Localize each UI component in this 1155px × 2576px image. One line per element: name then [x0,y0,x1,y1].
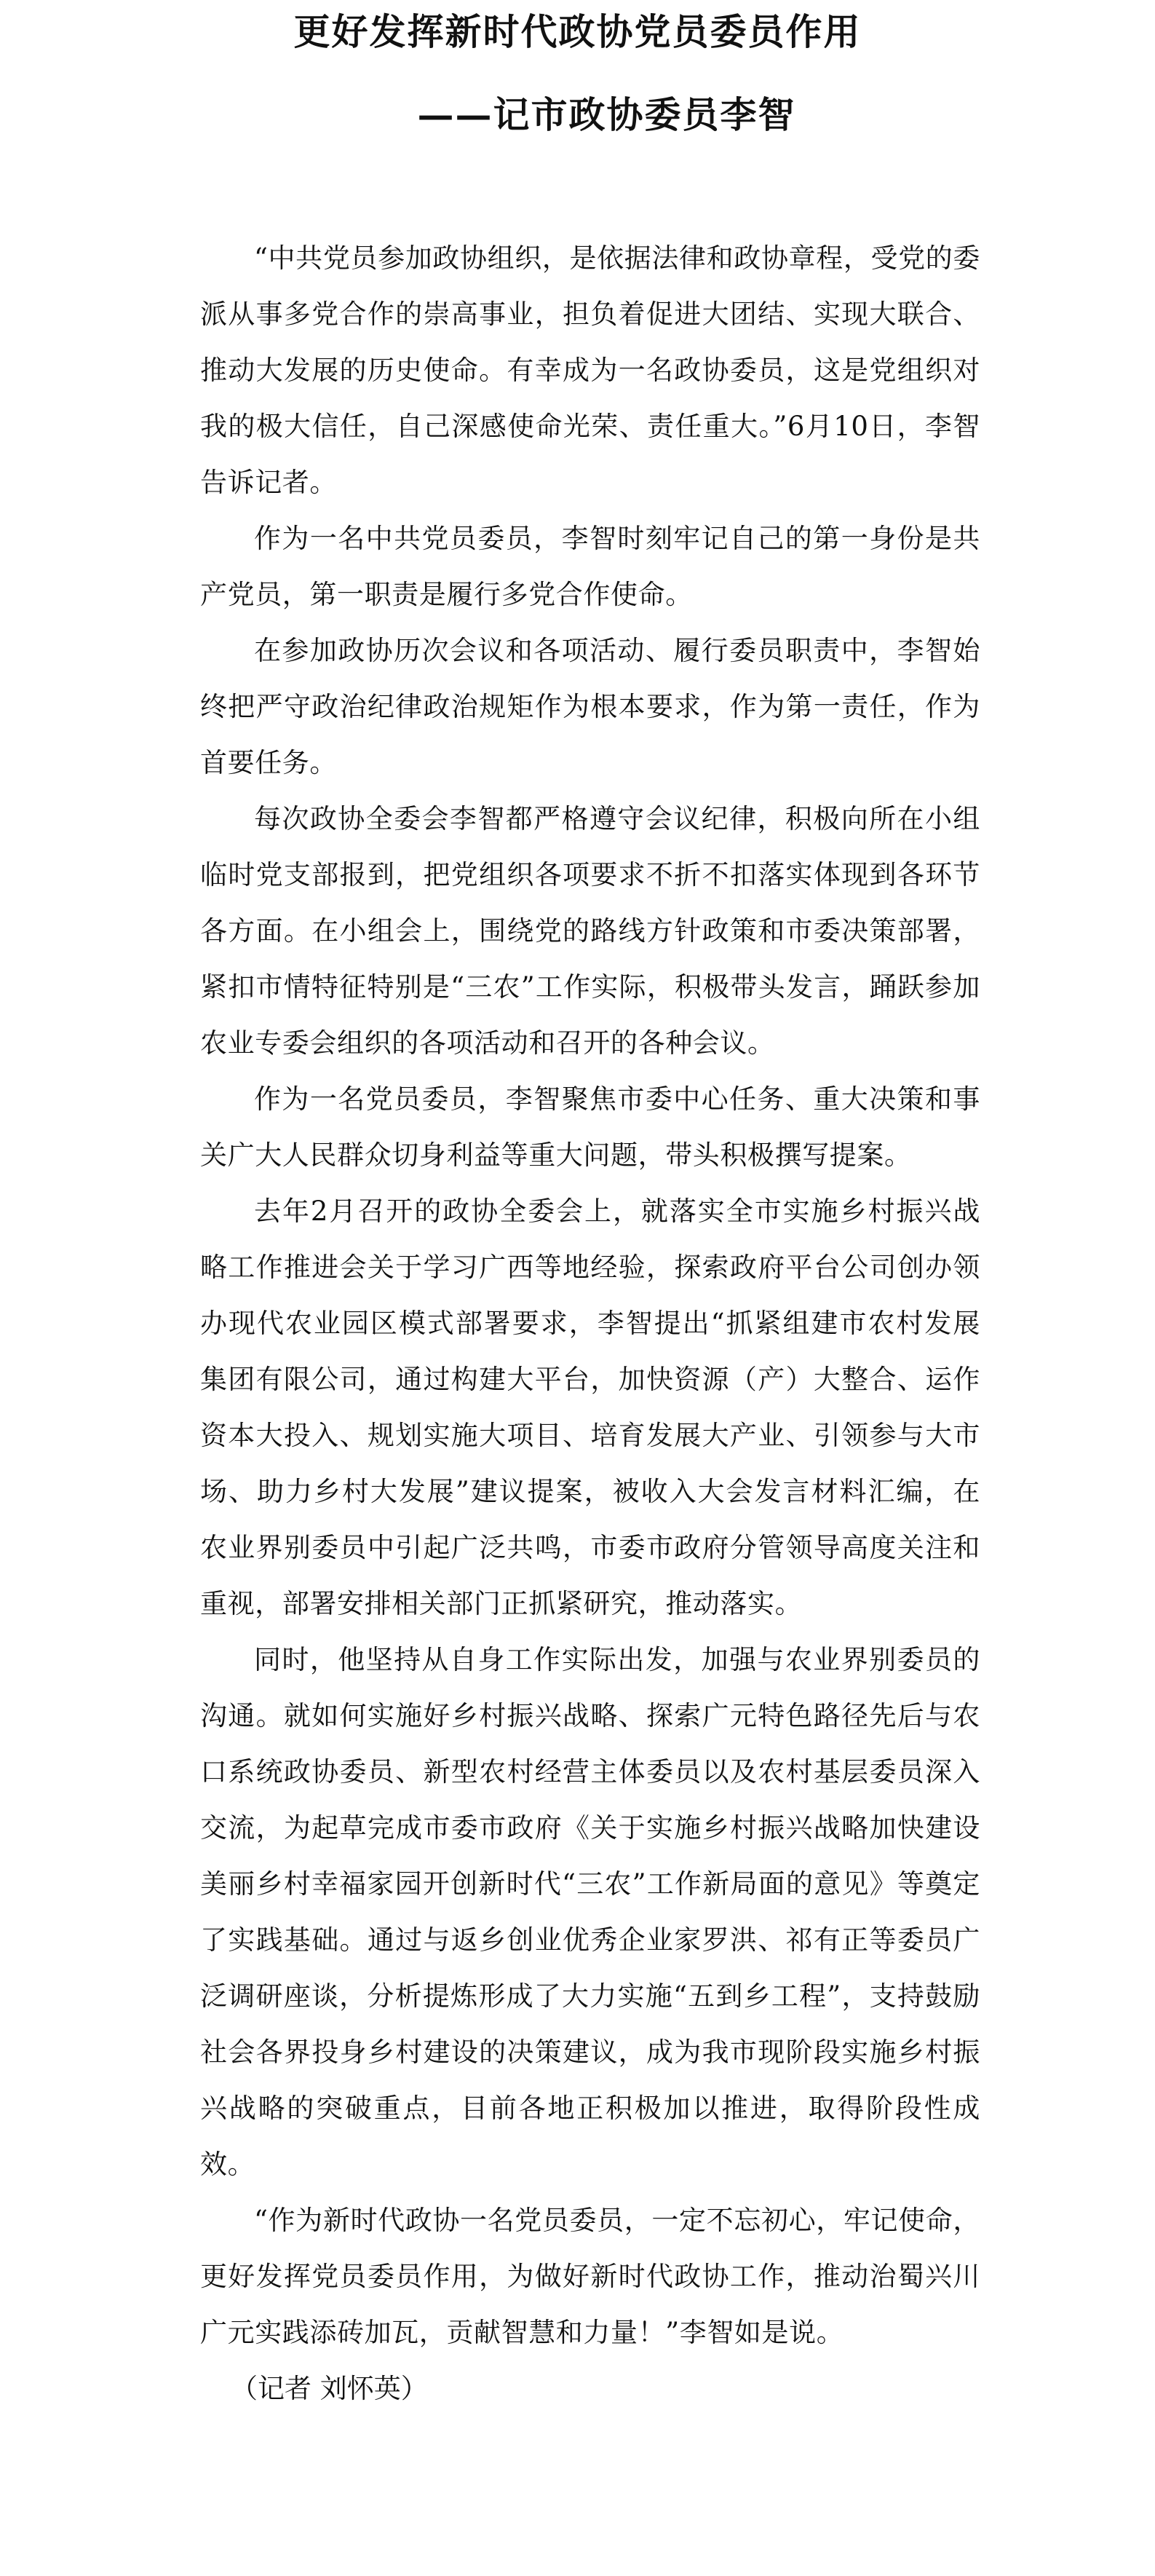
paragraph-proposals: 作为一名党员委员，李智聚焦市委中心任务、重大决策和事关广大人民群众切身利益等重大问题，带头积极撰写提案。 [200,1083,980,1171]
paragraph-meetings: 每次政协全委会李智都严格遵守会议纪律，积极向所在小组临时党支部报到，把党组织各项要求不折不扣落实体现到各环节各方面。在小组会上，围绕党的路线方针政策和市委决策部署，紧扣市情特征特别是“三农”工作实际，积极带头发言，踊跃参加农业专委会组织的各项活动和召开的各种会议。 [200,803,980,1059]
byline: （记者 刘怀英） [231,2373,428,2404]
article-body [200,230,980,2417]
paragraph-discipline: 在参加政协历次会议和各项活动、履行委员职责中，李智始终把严守政治纪律政治规矩作为根本要求，作为第一责任，作为首要任务。 [200,635,980,778]
paragraph-identity: 作为一名中共党员委员，李智时刻牢记自己的第一身份是共产党员，第一职责是履行多党合作使命。 [200,523,980,610]
paragraph-quote-intro: “中共党员参加政协组织，是依据法律和政协章程，受党的委派从事多党合作的崇高事业，担负着促进大团结、实现大联合、推动大发展的历史使命。有幸成为一名政协委员，这是党组织对我的极大信任，自己深感使命光荣、责任重大。”6月10日，李智告诉记者。 [200,242,980,498]
paragraph-plenary-proposal: 去年2月召开的政协全委会上，就落实全市实施乡村振兴战略工作推进会关于学习广西等地经验，探索政府平台公司创办领办现代农业园区模式部署要求，李智提出“抓紧组建市农村发展集团有限公司，通过构建大平台，加快资源（产）大整合、运作资本大投入、规划实施大项目、培育发展大产业、引领参与大市场、助力乡村大发展”建议提案，被收入大会发言材料汇编，在农业界别委员中引起广泛共鸣，市委市政府分管领导高度关注和重视，部署安排相关部门正抓紧研究，推动落实。 [200,1196,980,1619]
paragraph-communication: 同时，他坚持从自身工作实际出发，加强与农业界别委员的沟通。就如何实施好乡村振兴战略、探索广元特色路径先后与农口系统政协委员、新型农村经营主体委员以及农村基层委员深入交流，为起草完成市委市政府《关于实施乡村振兴战略加快建设美丽乡村幸福家园开创新时代“三农”工作新局面的意见》等奠定了实践基础。通过与返乡创业优秀企业家罗洪、祁有正等委员广泛调研座谈，分析提炼形成了大力实施“五到乡工程”，支持鼓励社会各界投身乡村建设的决策建议，成为我市现阶段实施乡村振兴战略的突破重点，目前各地正积极加以推进，取得阶段性成效。 [200,1644,980,2180]
article-subtitle: ——记市政协委员李智 [417,93,796,136]
article-title: 更好发挥新时代政协党员委员作用 [293,10,862,53]
paragraph-closing-quote: “作为新时代政协一名党员委员，一定不忘初心，牢记使命，更好发挥党员委员作用，为做好新时代政协工作，推动治蜀兴川广元实践添砖加瓦，贡献智慧和力量！”李智如是说。 [200,2205,980,2348]
